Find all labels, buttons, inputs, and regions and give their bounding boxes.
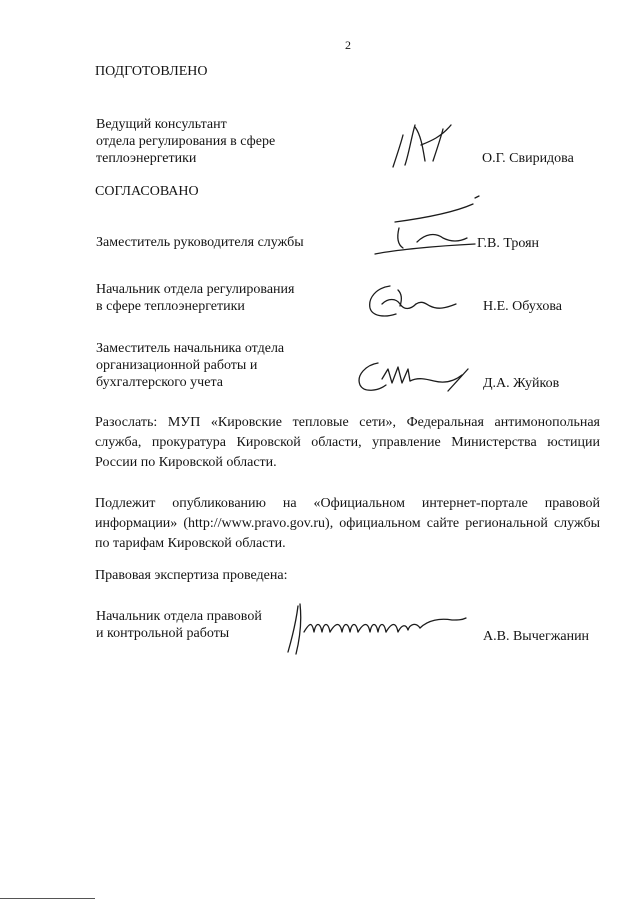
- position-line: и контрольной работы: [96, 626, 230, 641]
- bottom-edge-line: [0, 898, 95, 899]
- prepared-name: О.Г. Свиридова: [482, 151, 574, 166]
- distribution-paragraph: Разослать: МУП «Кировские тепловые сети», Федеральная антимонопольная служба, прокуратура Кировской области, управление Министерства юстиции России по Кировской области.: [95, 415, 600, 470]
- agreed-signer-position: [96, 340, 284, 391]
- position-line: отдела регулирования в сфере: [96, 134, 276, 149]
- legal-review-heading: Правовая экспертиза проведена:: [95, 568, 288, 583]
- agreed-signer-name: Г.В. Троян: [477, 236, 540, 251]
- signature-sviridova: [385, 115, 465, 175]
- signature-obukhova: [362, 276, 462, 326]
- page-number: 2: [345, 38, 351, 52]
- position-line: Заместитель начальника отдела: [96, 341, 285, 356]
- position-line: в сфере теплоэнергетики: [96, 299, 245, 314]
- agreed-signer-name: Д.А. Жуйков: [483, 376, 560, 391]
- position-line: Заместитель руководителя службы: [96, 235, 304, 250]
- position-line: Начальник отдела правовой: [96, 609, 262, 624]
- signature-vychegzhanin: [282, 598, 472, 658]
- prepared-heading: ПОДГОТОВЛЕНО: [95, 64, 208, 79]
- position-line: организационной работы и: [96, 358, 258, 373]
- agreed-signer-name: Н.Е. Обухова: [483, 299, 562, 314]
- legal-review-position: [96, 608, 262, 642]
- signature-troyan: [355, 192, 490, 267]
- prepared-position: [96, 116, 275, 167]
- publication-paragraph: Подлежит опубликованию на «Официальном интернет-портале правовой информации» (http://www.pravo.gov.ru), официальном сайте региональной службы по тарифам Кировской области.: [95, 496, 600, 551]
- agreed-signer-position: [96, 234, 304, 251]
- legal-review-name: А.В. Вычегжанин: [483, 629, 590, 644]
- position-line: теплоэнергетики: [96, 151, 197, 166]
- position-line: бухгалтерского учета: [96, 375, 223, 390]
- agreed-heading: СОГЛАСОВАНО: [95, 184, 199, 199]
- position-line: Ведущий консультант: [96, 117, 227, 132]
- position-line: Начальник отдела регулирования: [96, 282, 295, 297]
- signature-zhuikov: [348, 355, 478, 400]
- agreed-signer-position: [96, 281, 294, 315]
